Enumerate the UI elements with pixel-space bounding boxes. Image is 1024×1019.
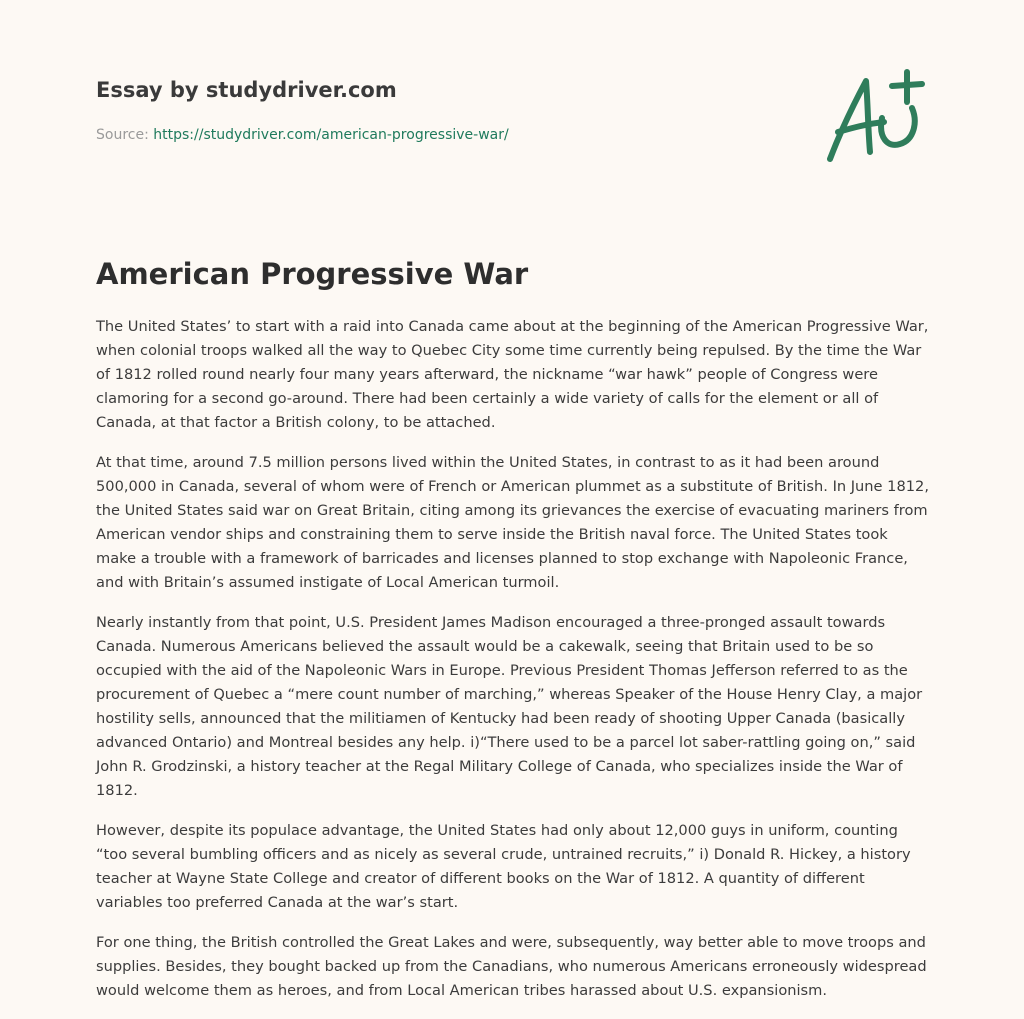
a-plus-logo-icon [822,66,926,166]
paragraph: At that time, around 7.5 million persons lived within the United States, in contrast to as it had been around 500,000 in Canada, several of whom were of French or American plummet as a substitute of British. In June 1812, the United States said war on Great Britain, citing among its grievances the exercise of evacuating mariners from American vendor ships and constraining them to serve inside the British naval force. The United States took make a trouble with a framework of barricades and licenses planned to stop exchange with Napoleonic France, and with Britain’s assumed instigate of Local American turmoil. [96,454,929,591]
brand-title: Essay by studydriver.com [96,78,397,102]
paragraph: However, despite its populace advantage, the United States had only about 12,000 guys in uniform, counting “too several bumbling officers and as nicely as several crude, untrained recruits,” i) Donald R. Hickey, a history teacher at Wayne State College and creator of different books on the War of 1812. A quantity of different variables too preferred Canada at the war’s start. [96,822,911,911]
article-body [96,315,930,1019]
paragraph: Nearly instantly from that point, U.S. President James Madison encouraged a three-pronged assault towards Canada. Numerous Americans believed the assault would be a cakewalk, seeing that Britain used to be so occupied with the aid of the Napoleonic Wars in Europe. Previous President Thomas Jefferson referred to as the procurement of Quebec a “mere count number of marching,” whereas Speaker of the House Henry Clay, a major hostility sells, announced that the militiamen of Kentucky had been ready of shooting Upper Canada (basically advanced Ontario) and Montreal besides any help. i)“There used to be a parcel lot saber-rattling going on,” said John R. Grodzinski, a history teacher at the Regal Military College of Canada, who specializes inside the War of 1812. [96,614,923,799]
source-link[interactable]: https://studydriver.com/american-progressive-war/ [153,127,509,143]
source-label: Source: [96,127,154,143]
source-line [96,125,796,145]
page-header [96,76,796,145]
paragraph: For one thing, the British controlled the Great Lakes and were, subsequently, way better able to move troops and supplies. Besides, they bought backed up from the Canadians, who numerous Americans erroneously widespread would welcome them as heroes, and from Local American tribes harassed about U.S. expansionism. [96,934,927,999]
paragraph: The United States’ to start with a raid into Canada came about at the beginning of the American Progressive War, when colonial troops walked all the way to Quebec City some time currently being repulsed. By the time the War of 1812 rolled round nearly four many years afterward, the nickname “war hawk” people of Congress were clamoring for a second go-around. There had been certainly a wide variety of calls for the element or all of Canada, at that factor a British colony, to be attached. [96,318,929,431]
article-title: American Progressive War [96,257,529,291]
